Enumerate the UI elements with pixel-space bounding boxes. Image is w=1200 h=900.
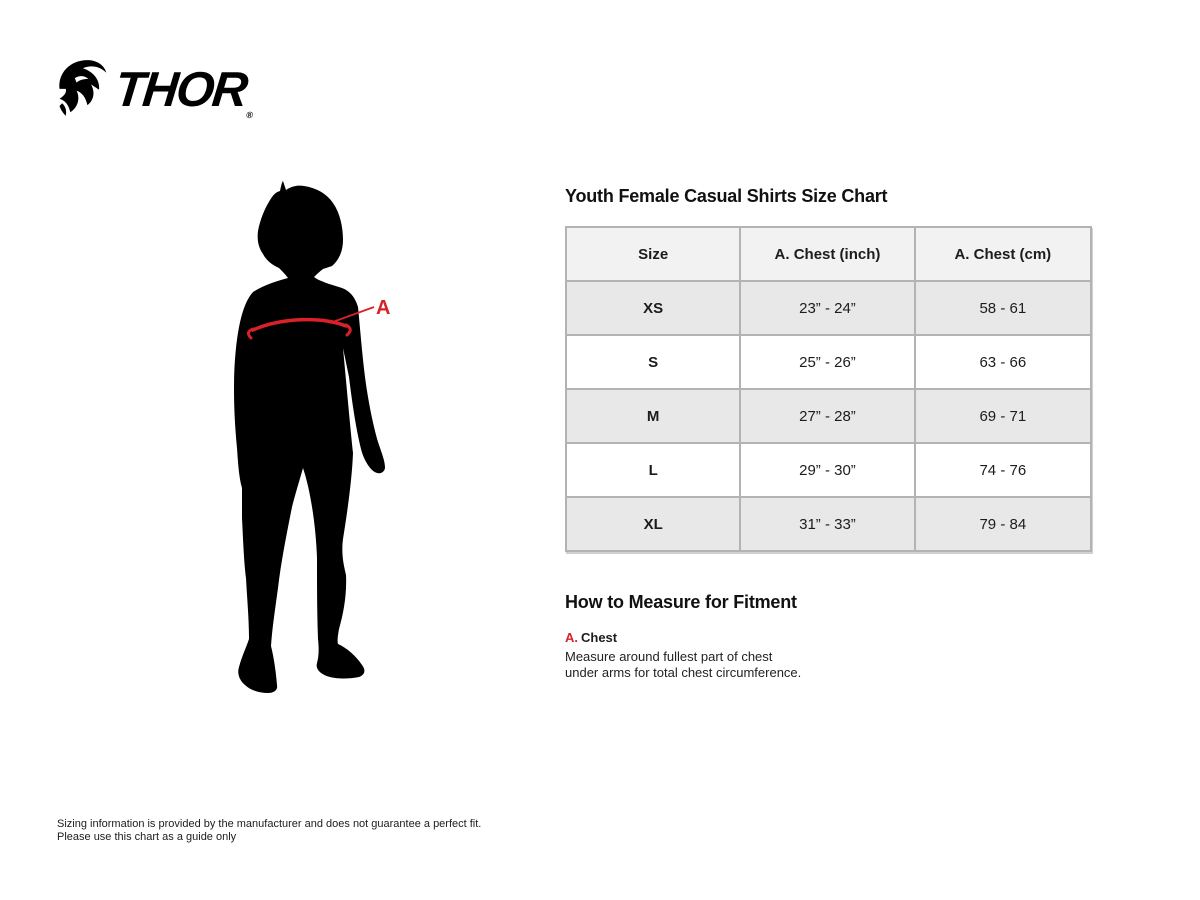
brand-wordmark (112, 62, 255, 120)
size-cell: M (566, 389, 740, 443)
size-cell: XS (566, 281, 740, 335)
size-cell: S (566, 335, 740, 389)
measure-guide-section (565, 592, 1105, 680)
size-chart-table (565, 226, 1092, 552)
table-row-xl (566, 497, 1091, 551)
size-cell: XL (566, 497, 740, 551)
measure-item-description: Measure around fullest part of chest under arms for total chest circumference. (565, 649, 802, 680)
size-cell: L (566, 443, 740, 497)
table-row-xs (566, 281, 1091, 335)
table-row-m (566, 389, 1091, 443)
column-header-chest-cm: A. Chest (cm) (915, 227, 1091, 281)
measure-item-chest (565, 630, 1105, 680)
disclaimer-line-2: Please use this chart as a guide only (57, 830, 237, 843)
measure-item-name: Chest (581, 630, 618, 645)
measure-item-title (565, 630, 1105, 645)
size-chart-panel (565, 186, 1105, 680)
brand-name-text: THOR (112, 62, 249, 117)
size-chart-title: Youth Female Casual Shirts Size Chart (565, 186, 888, 206)
measure-guide-heading: How to Measure for Fitment (565, 592, 797, 612)
measurement-figure (225, 178, 395, 698)
thor-goat-icon (55, 56, 109, 120)
column-header-chest-inch: A. Chest (inch) (740, 227, 914, 281)
sizing-disclaimer (57, 818, 481, 843)
measure-item-letter: A. (565, 630, 578, 645)
disclaimer-line-1: Sizing information is provided by the manufacturer and does not guarantee a perfect fit. (57, 818, 482, 830)
chest-inch-cell: 31” - 33” (740, 497, 914, 551)
table-row-l (566, 443, 1091, 497)
chest-marker-label: A (376, 297, 391, 319)
table-row-s (566, 335, 1091, 389)
chest-inch-cell: 25” - 26” (740, 335, 914, 389)
child-silhouette-shape (234, 181, 385, 693)
column-header-size: Size (566, 227, 740, 281)
chest-cm-cell: 74 - 76 (915, 443, 1091, 497)
chest-cm-cell: 69 - 71 (915, 389, 1091, 443)
brand-logo (55, 56, 252, 120)
chest-cm-cell: 63 - 66 (915, 335, 1091, 389)
chest-cm-cell: 58 - 61 (915, 281, 1091, 335)
chest-inch-cell: 27” - 28” (740, 389, 914, 443)
registered-trademark: ® (245, 109, 254, 120)
chest-inch-cell: 23” - 24” (740, 281, 914, 335)
chest-inch-cell: 29” - 30” (740, 443, 914, 497)
table-header-row (566, 227, 1091, 281)
child-silhouette-graphic (225, 178, 395, 698)
chest-cm-cell: 79 - 84 (915, 497, 1091, 551)
